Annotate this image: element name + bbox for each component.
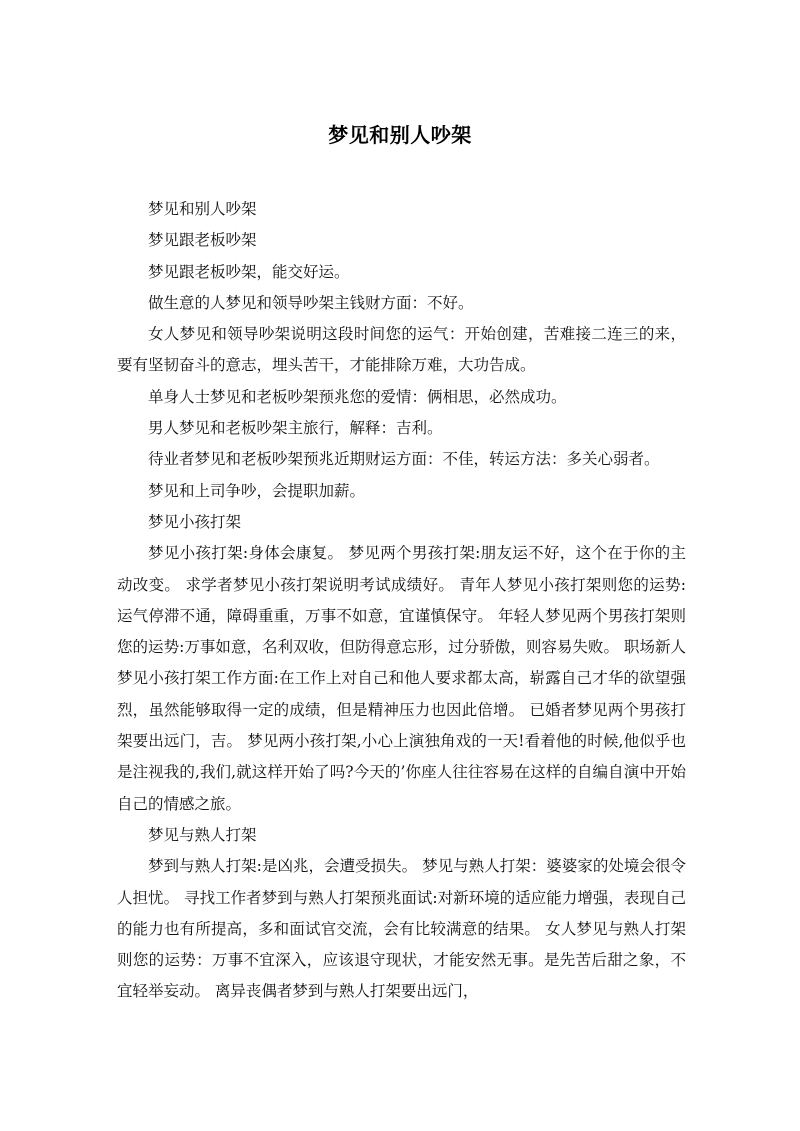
paragraph: 梦见和别人吵架 bbox=[148, 200, 257, 218]
paragraph: 男人梦见和老板吵架主旅行，解释：吉利。 bbox=[148, 419, 443, 438]
paragraph: 梦见小孩打架:身体会康复。 梦见两个男孩打架:朋友运不好，这个在于你的主动改变。 求学者梦见小孩打架说明考试成绩好。 青年人梦见小孩打架则您的运势:运气停滞不通，障碍重重，万事不如意，宜谨慎保守。 年轻人梦见两个男孩打架则您的运势:万事如意，名利双收，但防得意忘形，过分骄傲，则容易失败。 职场新人梦见小孩打架工作方面:在工作上对自己和他人要求都太高，崭露自己才华的欲望强烈，虽然能够取得一定的成绩，但是精神压力也因此倍增。 已婚者梦见两个男孩打架要出远门，吉。 梦见两小孩打架,小心上演独角戏的一天!看着他的时候,他似乎也是注视我的,我们,就这样开始了吗?今天的’你座人往往容易在这样的自编自演中开始自己的情感之旅。 bbox=[117, 544, 686, 813]
paragraph: 做生意的人梦见和领导吵架主钱财方面：不好。 bbox=[148, 293, 474, 312]
paragraph: 单身人士梦见和老板吵架预兆您的爱情：俩相思，必然成功。 bbox=[148, 387, 567, 406]
paragraph: 待业者梦见和老板吵架预兆近期财运方面：不佳，转运方法：多关心弱者。 bbox=[148, 450, 660, 469]
paragraph: 梦见小孩打架 bbox=[148, 512, 242, 531]
document-title: 梦见和别人吵架 bbox=[328, 123, 472, 147]
paragraph: 梦见和上司争吵，会提职加薪。 bbox=[148, 481, 366, 500]
paragraph: 梦到与熟人打架:是凶兆，会遭受损失。 梦见与熟人打架：婆婆家的处境会很令人担忧。 寻找工作者梦到与熟人打架预兆面试:对新环境的适应能力增强，表现自己的能力也有所提高，多和面试官交流，会有比较满意的结果。 女人梦见与熟人打架则您的运势：万事不宜深入，应该退守现状，才能安然无事。是先苦后甜之象，不宜轻举妄动。 离异丧偶者梦到与熟人打架要出远门， bbox=[117, 857, 686, 1001]
document-body bbox=[117, 194, 686, 1008]
paragraph: 梦见跟老板吵架，能交好运。 bbox=[148, 262, 350, 281]
paragraph: 梦见与熟人打架 bbox=[148, 825, 257, 844]
paragraph: 梦见跟老板吵架 bbox=[148, 231, 257, 250]
paragraph: 女人梦见和领导吵架说明这段时间您的运气：开始创建，苦难接二连三的来，要有坚韧奋斗的意志，埋头苦干，才能排除万难，大功告成。 bbox=[117, 325, 686, 375]
